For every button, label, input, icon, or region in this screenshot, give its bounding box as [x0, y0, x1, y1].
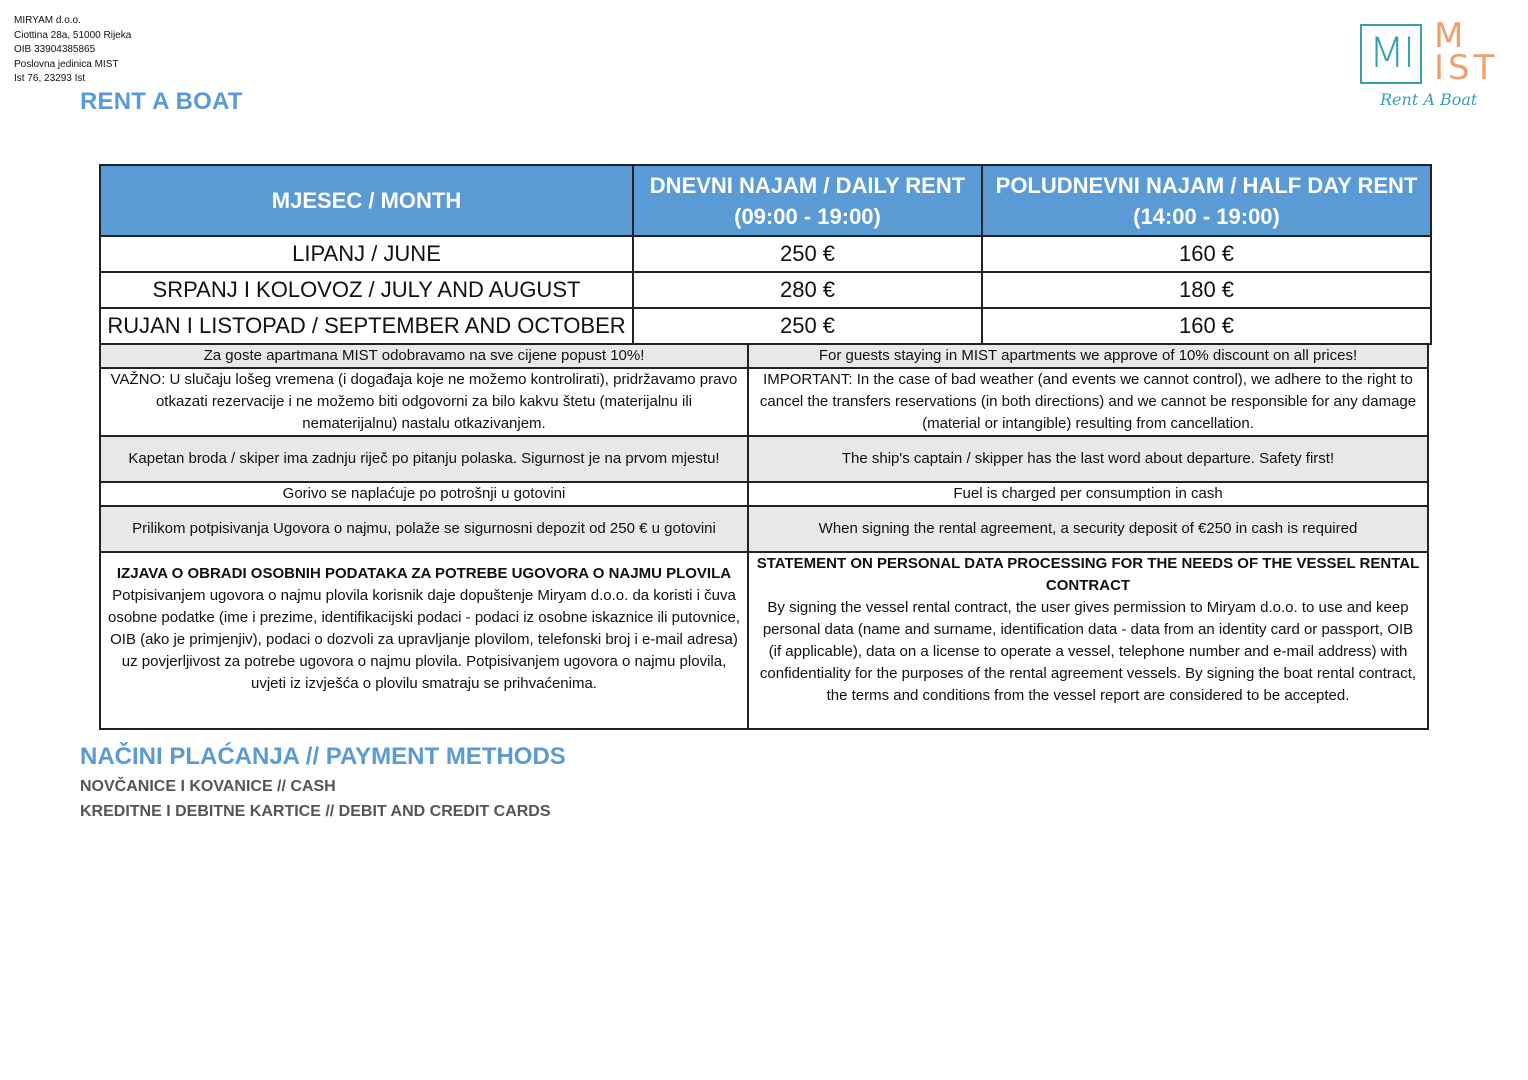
- logo-tagline: Rent A Boat: [1380, 90, 1478, 109]
- header-month: MJESEC / MONTH: [100, 165, 633, 236]
- note-row-statement: [100, 552, 1428, 729]
- note-en: For guests staying in MIST apartments we approve of 10% discount on all prices!: [748, 344, 1428, 368]
- note-en: When signing the rental agreement, a security deposit of €250 in cash is required: [748, 506, 1428, 552]
- note-hr: Prilikom potpisivanja Ugovora o najmu, polaže se sigurnosni depozit od 250 € u gotovini: [100, 506, 748, 552]
- payment-methods-title: NAČINI PLAĆANJA // PAYMENT METHODS: [80, 743, 566, 770]
- statement-en: [748, 552, 1428, 729]
- half-day-price-cell: 160 €: [982, 236, 1431, 272]
- business-unit: Poslovna jedinica MIST: [14, 58, 119, 70]
- note-row-important: [100, 368, 1428, 436]
- table-row: [100, 308, 1431, 344]
- logo-side-text: [1434, 16, 1499, 88]
- logo-side-top: M: [1434, 16, 1468, 56]
- logo-box-text: MI: [1360, 24, 1422, 84]
- note-en: Fuel is charged per consumption in cash: [748, 482, 1428, 506]
- half-day-price-cell: 180 €: [982, 272, 1431, 308]
- payment-method-cash: NOVČANICE I KOVANICE // CASH: [80, 778, 336, 795]
- statement-hr: [100, 552, 748, 729]
- daily-price-cell: 250 €: [633, 236, 982, 272]
- note-row-deposit: [100, 506, 1428, 552]
- statement-en-title: STATEMENT ON PERSONAL DATA PROCESSING FOR THE NEEDS OF THE VESSEL RENTAL CONTRACT: [756, 555, 1420, 594]
- note-hr: VAŽNO: U slučaju lošeg vremena (i događaja koje ne možemo kontrolirati), pridržavamo pravo otkazati rezervacije i ne možemo biti odgovorni za bilo kakvu štetu (materijalnu ili nematerijalnu) nastalu otkazivanjem.: [100, 368, 748, 436]
- logo-side-bottom: IST: [1434, 48, 1499, 88]
- payment-method-cards: KREDITNE I DEBITNE KARTICE // DEBIT AND CREDIT CARDS: [80, 803, 551, 820]
- statement-hr-title: IZJAVA O OBRADI OSOBNIH PODATAKA ZA POTREBE UGOVORA O NAJMU PLOVILA: [116, 565, 732, 582]
- table-row: [100, 236, 1431, 272]
- company-name: MIRYAM d.o.o.: [14, 15, 81, 26]
- price-table: [99, 164, 1432, 345]
- header-daily: [633, 165, 982, 236]
- daily-price-cell: 280 €: [633, 272, 982, 308]
- daily-price-cell: 250 €: [633, 308, 982, 344]
- company-address: Ciottina 28a, 51000 Rijeka: [14, 29, 132, 41]
- note-en: The ship's captain / skipper has the last word about departure. Safety first!: [748, 436, 1428, 482]
- company-info: [14, 14, 131, 87]
- page-title: RENT A BOAT: [80, 88, 243, 115]
- statement-hr-body: Potpisivanjem ugovora o najmu plovila korisnik daje dopuštenje Miryam d.o.o. da koristi i čuva osobne podatke (ime i prezime, identifikacijski podaci - podaci iz osobne iskaznice ili putovnice, OIB (ako je primjenjiv), podaci o dozvoli za upravljanje plovilom, telefonski broj i e-mail adresa) uz povjerljivost za potrebe ugovora o najmu plovila. Potpisivanjem ugovora o najmu plovila, uvjeti iz izvješća o plovilu smatraju se prihvaćenima.: [108, 587, 740, 692]
- company-oib: OIB 33904385865: [14, 44, 96, 55]
- business-unit-address: Ist 76, 23293 Ist: [14, 73, 86, 84]
- note-row-captain: [100, 436, 1428, 482]
- header-half-day-title: POLUDNEVNI NAJAM / HALF DAY RENT: [995, 172, 1418, 198]
- table-row: [100, 272, 1431, 308]
- note-en: IMPORTANT: In the case of bad weather (and events we cannot control), we adhere to the right to cancel the transfers reservations (in both directions) and we cannot be responsible for any damage (material or intangible) resulting from cancellation.: [748, 368, 1428, 436]
- mist-logo: [1356, 16, 1506, 115]
- price-table-header: [100, 165, 1431, 236]
- month-cell: SRPANJ I KOLOVOZ / JULY AND AUGUST: [100, 272, 633, 308]
- note-hr: Kapetan broda / skiper ima zadnju riječ po pitanju polaska. Sigurnost je na prvom mjestu!: [100, 436, 748, 482]
- notes-table: [99, 343, 1429, 730]
- month-cell: RUJAN I LISTOPAD / SEPTEMBER AND OCTOBER: [100, 308, 633, 344]
- note-row-discount: [100, 344, 1428, 368]
- header-daily-hours: (09:00 - 19:00): [734, 203, 881, 229]
- header-half-day: [982, 165, 1431, 236]
- note-row-fuel: [100, 482, 1428, 506]
- note-hr: Gorivo se naplaćuje po potrošnji u gotovini: [100, 482, 748, 506]
- month-cell: LIPANJ / JUNE: [100, 236, 633, 272]
- statement-en-body: By signing the vessel rental contract, the user gives permission to Miryam d.o.o. to use and keep personal data (name and surname, identification data - data from an identity card or passport, OIB (if applicable), data on a license to operate a vessel, telephone number and e-mail address) with confidentiality for the purposes of the rental agreement vessels. By signing the boat rental contract, the terms and conditions from the vessel report are considered to be accepted.: [759, 599, 1417, 704]
- half-day-price-cell: 160 €: [982, 308, 1431, 344]
- note-hr: Za goste apartmana MIST odobravamo na sve cijene popust 10%!: [100, 344, 748, 368]
- header-daily-title: DNEVNI NAJAM / DAILY RENT: [649, 172, 966, 198]
- header-half-day-hours: (14:00 - 19:00): [1133, 203, 1280, 229]
